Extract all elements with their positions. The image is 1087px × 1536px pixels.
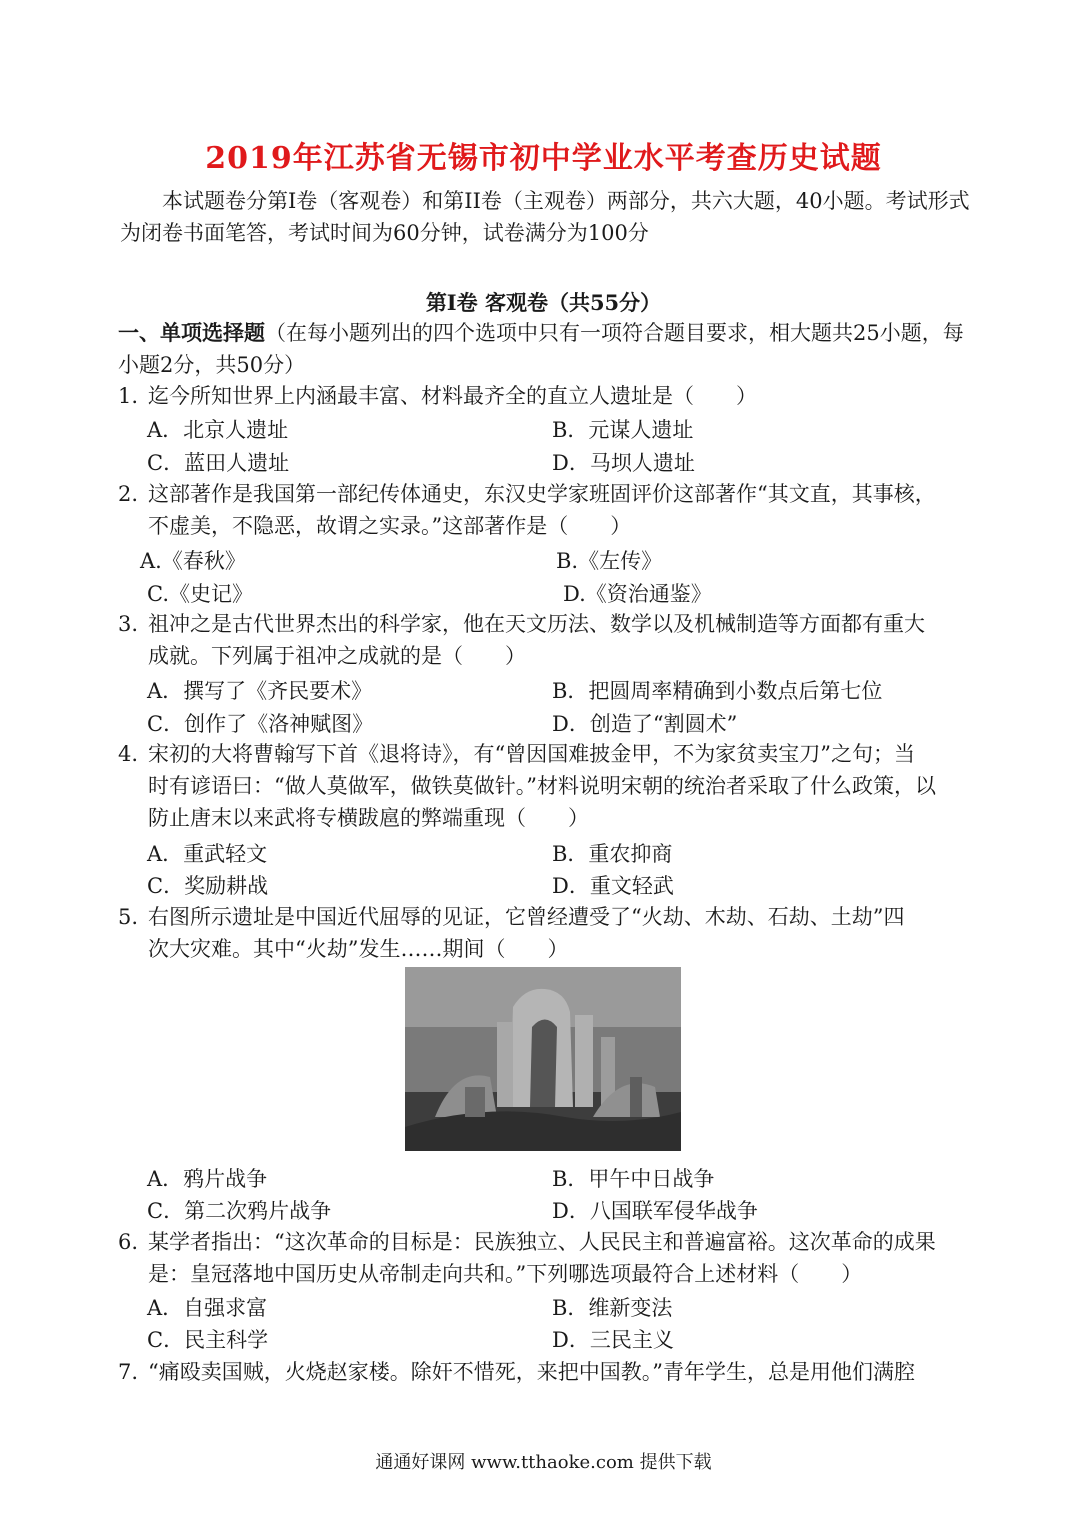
question-stem: “痛殴卖国贼，火烧赵家楼。除奸不惜死，来把中国教。”青年学生，总是用他们满腔 [148,1360,915,1384]
exam-intro: 本试题卷分第Ⅰ卷（客观卷）和第II卷（主观卷）两部分，共六大题，40小题。考试形式为闭卷书面笔答，考试时间为60分钟，试卷满分为100分 [120,189,970,245]
option-c: C．第二次鸦片战争 [147,1199,332,1223]
question-5 [118,901,973,965]
question-4 [118,738,973,834]
section-heading: 第Ⅰ卷 客观卷（共55分） [425,290,662,315]
question-number: 3. [118,612,139,636]
option-c: C．创作了《洛神赋图》 [147,712,374,736]
part-description: （在每小题列出的四个选项中只有一项符合题目要求，相大题共25小题，每小题2分，共50分） [118,321,964,377]
option-d: D．重文轻武 [552,874,674,898]
option-c: C．民主科学 [147,1328,269,1352]
option-b: B.《左传》 [556,549,663,573]
option-c: C.《史记》 [147,582,253,606]
question-number: 6. [118,1230,139,1254]
option-b: B．把圆周率精确到小数点后第七位 [552,679,883,703]
question-stem: 某学者指出：“这次革命的目标是：民族独立、人民民主和普遍富裕。这次革命的成果 [148,1230,936,1254]
option-d: D．八国联军侵华战争 [552,1199,758,1223]
question-stem-line: 防止唐末以来武将专横跋扈的弊端重现（ ） [148,806,589,830]
part-title: 一、单项选择题 [118,320,265,345]
option-b: B．元谋人遗址 [552,418,694,442]
option-a: A．重武轻文 [147,842,268,866]
question-stem-line: 时有谚语曰：“做人莫做军，做铁莫做针。”材料说明宋朝的统治者采取了什么政策，以 [148,774,936,798]
question-stem: 宋初的大将曹翰写下首《退将诗》，有“曾因国难披金甲，不为家贫卖宝刀”之句；当 [148,742,915,766]
option-a: A.《春秋》 [140,549,246,573]
question-number: 5. [118,905,139,929]
question-1 [118,380,973,412]
question-stem: 右图所示遗址是中国近代屈辱的见证，它曾经遭受了“火劫、木劫、石劫、土劫”四 [148,905,905,929]
option-b: B．重农抑商 [552,842,673,866]
question-number: 4. [118,742,139,766]
option-a: A．鸦片战争 [147,1167,268,1191]
option-d: D．马坝人遗址 [552,451,695,475]
option-a: A．北京人遗址 [147,418,289,442]
question-stem-line: 次大灾难。其中“火劫”发生……期间（ ） [148,937,569,961]
question-2 [118,478,973,542]
option-a: A．自强求富 [147,1296,268,1320]
question-number: 7. [118,1360,139,1384]
question-number: 2. [118,482,139,506]
question-stem: 祖冲之是古代世界杰出的科学家，他在天文历法、数学以及机械制造等方面都有重大 [148,612,925,636]
option-c: C．蓝田人遗址 [147,451,290,475]
question-stem-line: 不虚美，不隐恶，故谓之实录。”这部著作是（ ） [148,514,632,538]
question-7 [118,1356,973,1388]
option-d: D.《资治通鉴》 [563,582,712,606]
question-number: 1. [118,384,139,408]
option-d: D．创造了“割圆术” [552,712,738,736]
question-stem-line: 成就。下列属于祖冲之成就的是（ ） [148,644,526,668]
question-stem: 迄今所知世界上内涵最丰富、材料最齐全的直立人遗址是（ ） [148,384,757,408]
page-footer: 通通好课网 www.tthaoke.com 提供下载 [375,1452,712,1473]
part-instructions [118,317,973,381]
option-b: B．维新变法 [552,1296,673,1320]
question-stem-line: 是：皇冠落地中国历史从帝制走向共和。”下列哪选项最符合上述材料（ ） [148,1262,863,1286]
option-b: B．甲午中日战争 [552,1167,715,1191]
option-d: D．三民主义 [552,1328,674,1352]
option-a: A．撰写了《齐民要术》 [147,679,373,703]
option-c: C．奖励耕战 [147,874,269,898]
ruins-photo [405,967,681,1151]
question-stem: 这部著作是我国第一部纪传体通史，东汉史学家班固评价这部著作“其文直，其事核， [148,482,936,506]
question-3 [118,608,973,672]
exam-title: 2019年江苏省无锡市初中学业水平考查历史试题 [205,141,882,176]
question-6 [118,1226,973,1290]
